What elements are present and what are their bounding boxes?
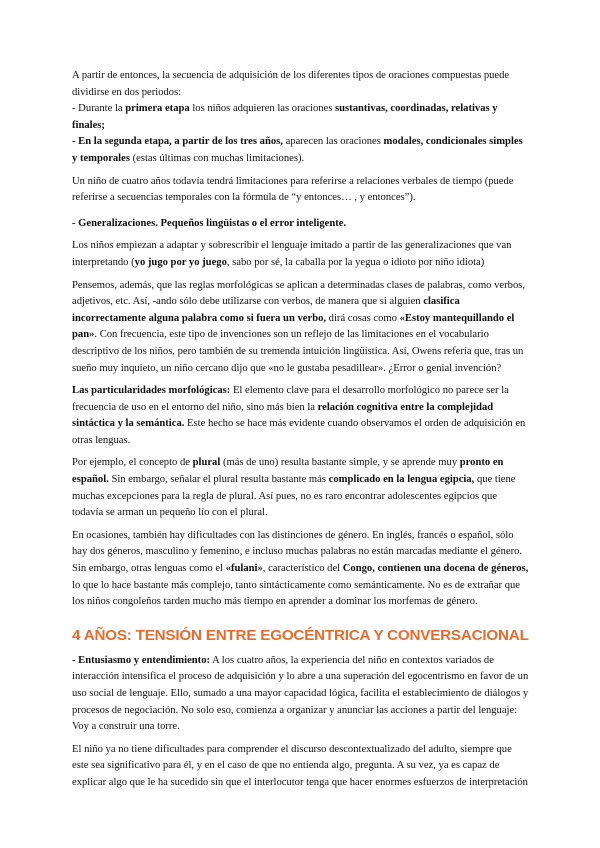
item2-bold-second: modales, condicionales simples y temporales bbox=[72, 136, 523, 164]
rules-bold-2: «Estoy mantequillando el pan» bbox=[72, 312, 515, 341]
rules-text-1: Pensemos, además, que las reglas morfológicas se aplican a determinadas clases de palabras, como verbos, adjetivos, etc. Así, -ando sólo debe utilizarse con verbos, de manera que si alguien bbox=[72, 279, 526, 308]
plural-bold-1: plural bbox=[192, 457, 221, 469]
particularities-text-1: El elemento clave para el desarrollo morfológico no parece ser la frecuencia de uso en el entorno del niño, sino más bien la bbox=[72, 385, 509, 413]
gender-text-2: , característico del bbox=[262, 563, 343, 575]
item1-prefix: - Durante la bbox=[72, 103, 126, 115]
gender-bold-1: «fulani» bbox=[225, 563, 263, 575]
morphology-rules-paragraph bbox=[72, 278, 530, 378]
rules-text-2: dirá cosas como bbox=[326, 312, 400, 324]
particularities-bold-1: Las particularidades morfológicas: bbox=[72, 385, 231, 397]
generalizations-heading bbox=[72, 216, 530, 233]
rules-bold-1: clasifica incorrectamente alguna palabra como si fuera un verbo, bbox=[72, 296, 460, 324]
intro-text: A partir de entonces, la secuencia de adquisición de los diferentes tipos de oraciones compuestas puede dividirse en dos periodos: bbox=[72, 70, 510, 98]
comprehension-paragraph: El niño ya no tiene dificultades para comprender el discurso descontextualizado del adulto, siempre que este sea significativo para él, y en el caso de que no entienda algo, pregunta. A su vez, ya es capaz de explicar algo que le ha sucedido sin que el interlocutor tenga que hacer enormes esfuerzos de interpretación bbox=[72, 743, 528, 788]
gen-bold: yo jugo por yo juego bbox=[134, 256, 227, 268]
particularities-text-2: Este hecho se hace más evidente cuando observamos el orden de adquisición en otras lenguas. bbox=[72, 418, 526, 446]
gen-text: Los niños empiezan a adaptar y sobrescribir el lenguaje imitado a partir de las generalizaciones que van interpretando ( bbox=[72, 240, 512, 268]
item2-mid: aparecen las oraciones bbox=[282, 136, 384, 148]
morphological-particularities-paragraph bbox=[72, 383, 530, 449]
plural-paragraph bbox=[72, 455, 530, 521]
generalizations-paragraph bbox=[72, 238, 530, 271]
generalizations-heading-text: - Generalizaciones. Pequeños lingüistas o el error inteligente. bbox=[72, 217, 347, 229]
gender-bold-2: Congo, contienen una docena de géneros, bbox=[342, 563, 529, 575]
plural-bold-2: pronto en español. bbox=[72, 457, 504, 486]
enthusiasm-paragraph bbox=[72, 653, 530, 736]
document-body bbox=[72, 68, 530, 798]
plural-text-1: Por ejemplo, el concepto de bbox=[72, 457, 193, 469]
section-title: 4 AÑOS: TENSIÓN ENTRE EGOCÉNTRICA Y CONVERSACIONAL bbox=[72, 626, 529, 644]
plural-text-4: que tiene muchas excepciones para la regla de plural. Así pues, no es raro encontrar adolescentes egipcios que todavía se arman un pequeño lío con el plural. bbox=[72, 474, 516, 519]
plural-text-3: Sin embargo, señalar el plural resulta bastante más bbox=[108, 474, 329, 486]
gender-text-3: lo que lo hace bastante más complejo, tanto sintácticamente como semánticamente. No es de extrañar que los niños congoleños tarden mucho más tiempo en aprender a dominar los morfemas de género. bbox=[72, 579, 521, 608]
plural-bold-3: complicado en la lengua egipcia, bbox=[328, 474, 475, 486]
time-limitations-paragraph: Un niño de cuatro años todavía tendrá limitaciones para referirse a relaciones verbales de tiempo (puede referirse a secuencias temporales con la fórmula de “y entonces… , y entonces”). bbox=[72, 175, 514, 204]
rules-text-3: . Con frecuencia, este tipo de invenciones son un reflejo de las limitaciones en el vocabulario descriptivo de los niños, pero también de su tremenda intuición lingüística. Así, Owens refería que, tras un sueño muy inquieto, un niño cercano dijo que «no le gustaba pesadillear». ¿Error o genial invención? bbox=[72, 329, 524, 374]
plural-text-2: (más de uno) resulta bastante simple, y se aprende muy bbox=[220, 457, 460, 469]
gender-text-1: En ocasiones, también hay dificultades con las distinciones de género. En inglés, francés o español, sólo hay dos géneros, masculino y femenino, e incluso muchas palabras no están marcadas mediante el género. Sin embargo, otras lenguas como el bbox=[72, 529, 523, 575]
item1-bold-second: sustantivas, coordinadas, relativas y finales; bbox=[72, 103, 498, 131]
item1-mid: los niños adquieren las oraciones bbox=[189, 103, 336, 115]
item2-end: (estas últimas con muchas limitaciones). bbox=[129, 152, 305, 164]
particularities-bold-2: relación cognitiva entre la complejidad sintáctica y la semántica. bbox=[72, 401, 494, 430]
intro-paragraph bbox=[72, 68, 530, 168]
item2-bold-first: - En la segunda etapa, a partir de los tres años, bbox=[72, 136, 283, 148]
item1-bold-first: primera etapa bbox=[125, 103, 190, 115]
enthusiasm-text: A los cuatro años, la experiencia del niño en contextos variados de interacción intensifica el proceso de adquisición y lo abre a una superación del egocentrismo en favor de un uso social de lenguaje. Ello, sumado a una mayor capacidad lógica, facilita el establecimiento de diálogos y procesos de negociación. No solo eso, comienza a organizar y anunciar las acciones a partir del lenguaje: Voy a construir una torre. bbox=[72, 654, 529, 733]
gender-paragraph bbox=[72, 528, 530, 611]
enthusiasm-bold: - Entusiasmo y entendimiento: bbox=[72, 654, 211, 666]
gen-end: , sabo por sé, la caballa por la yegua o idioto por niño idiota) bbox=[226, 256, 485, 268]
